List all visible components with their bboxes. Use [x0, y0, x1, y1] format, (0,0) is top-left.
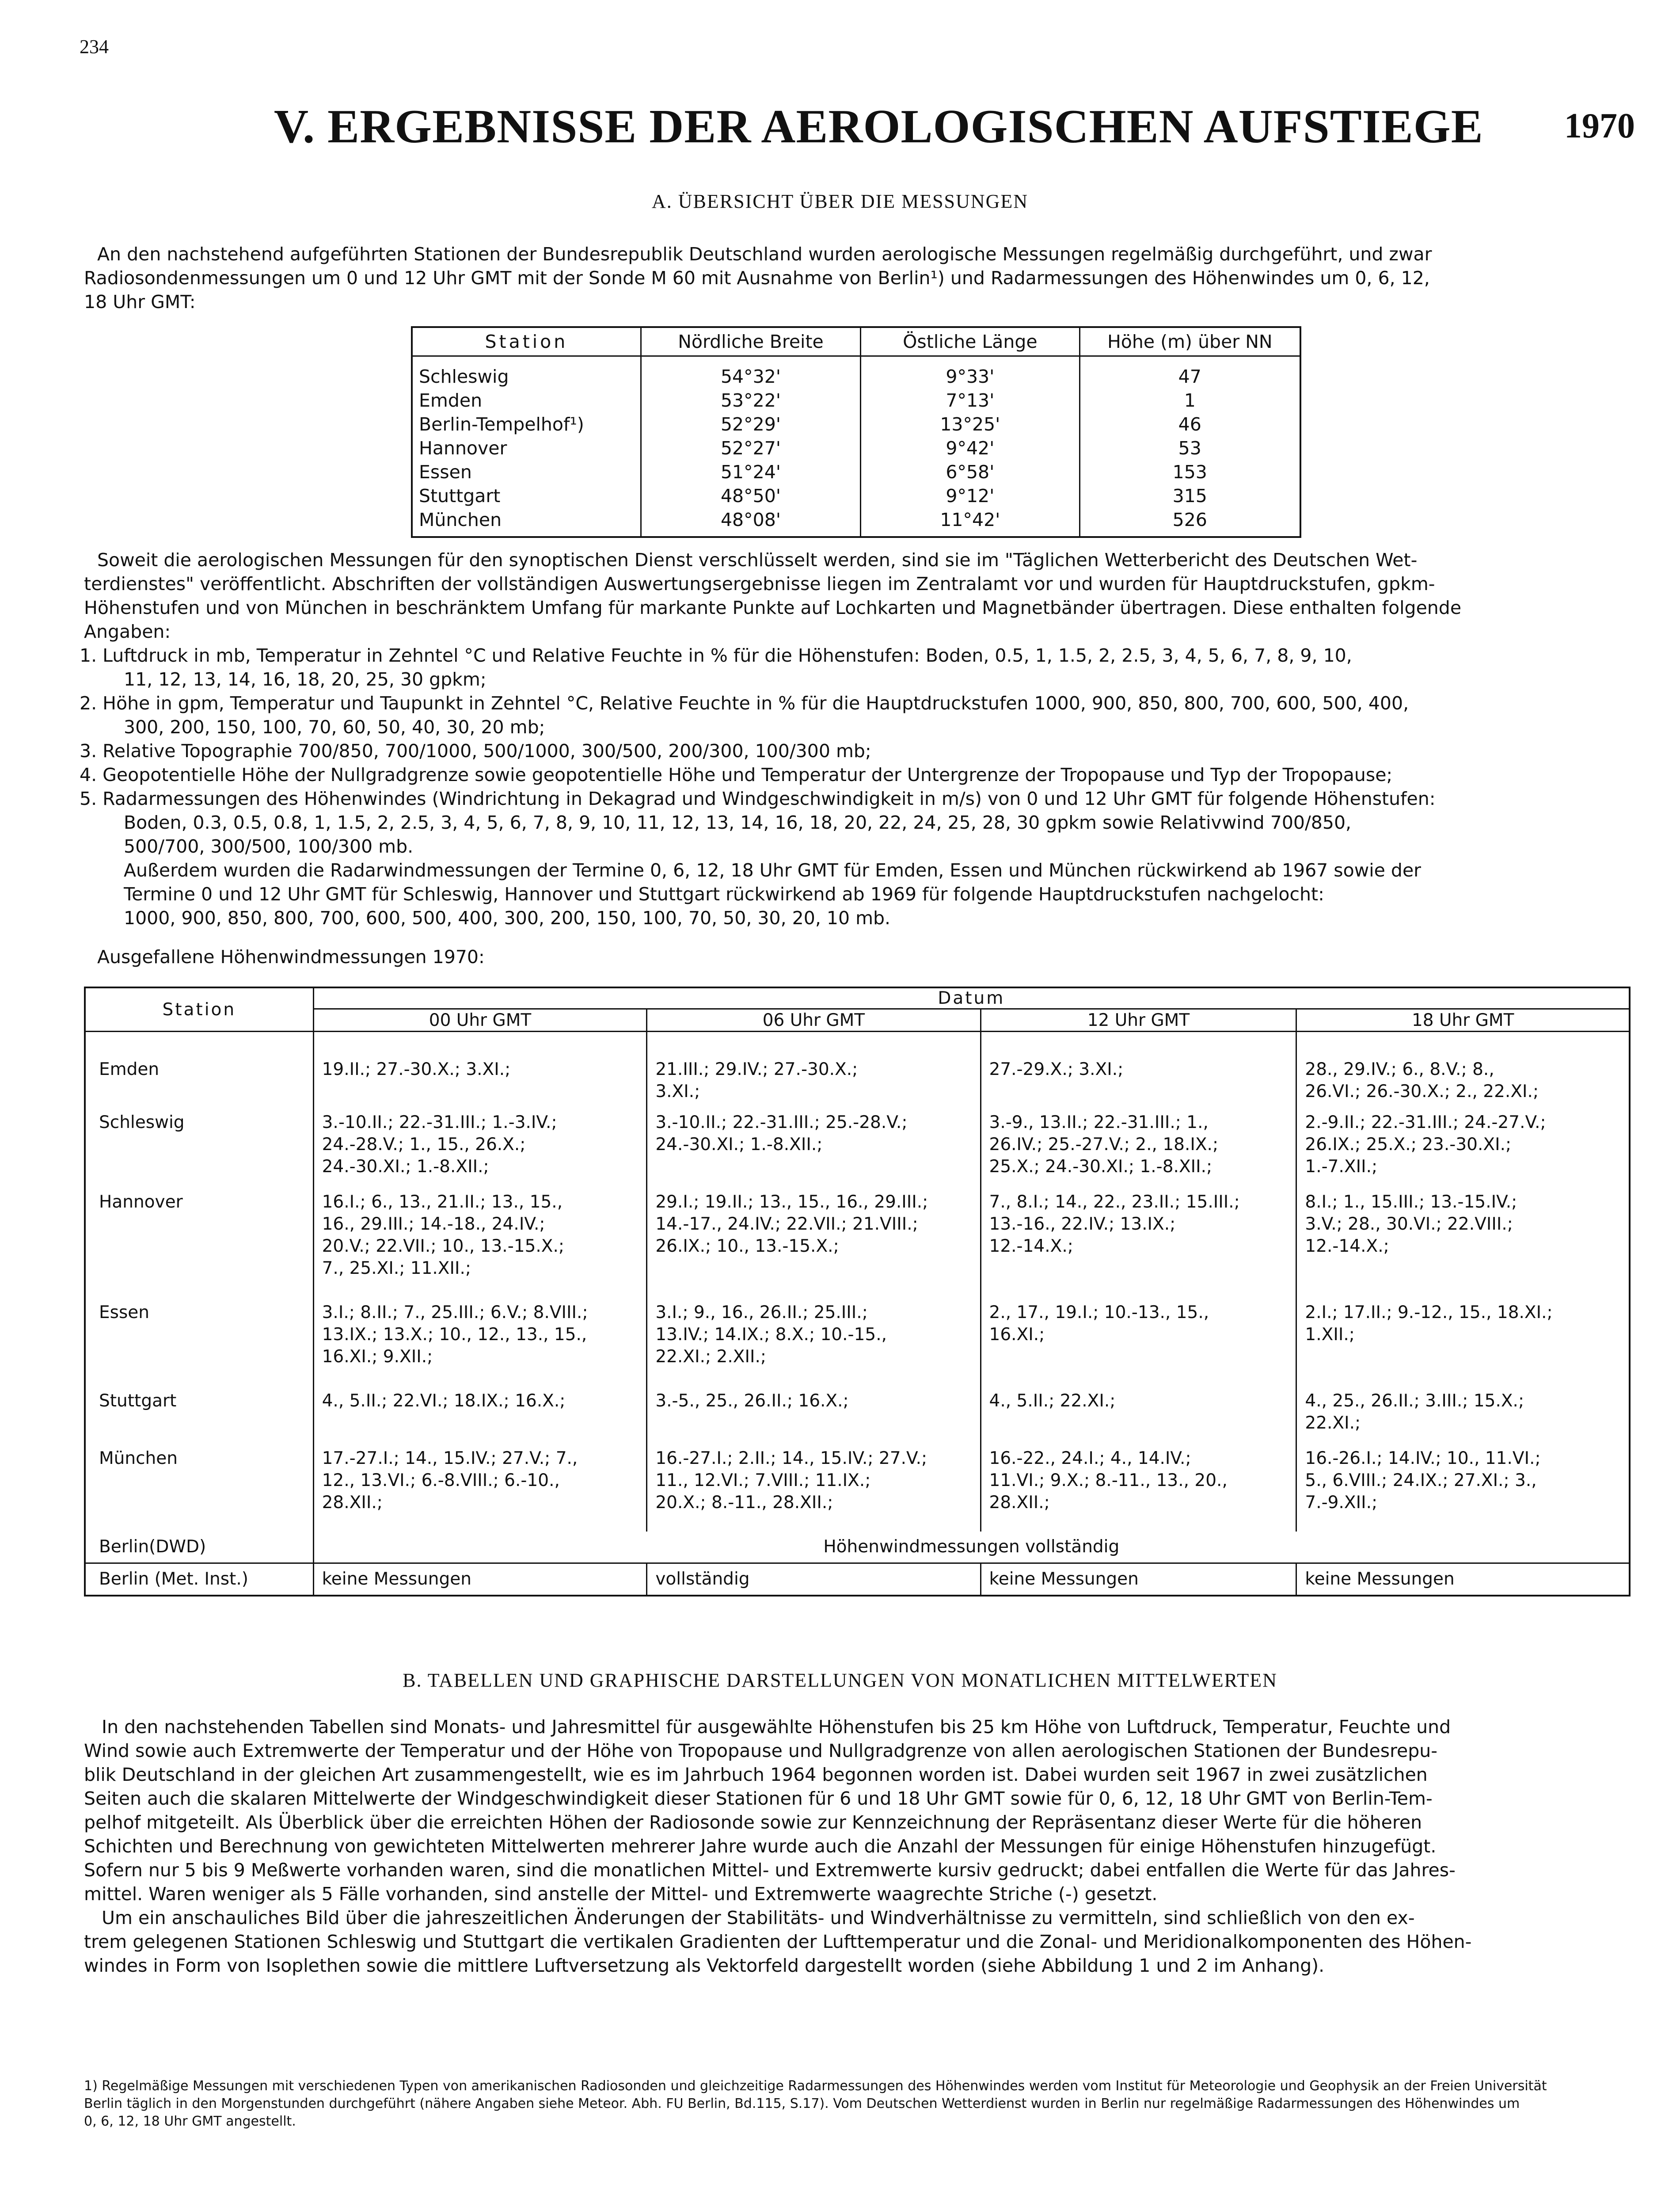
para3-line: Wind sowie auch Extremwerte der Temperatur und der Höhe von Tropopause und Nullgradgrenze von allen aerologischen Stationen der Bundesrepu- — [84, 1740, 1438, 1761]
para3-line: Seiten auch die skalaren Mittelwerte der Windgeschwindigkeit dieser Stationen für 6 und 18 Uhr GMT sowie für 0, 6, 12, 18 Uhr GMT von Berlin-Tem- — [84, 1788, 1433, 1809]
station-latitude: 52°29' — [641, 412, 861, 436]
outage-cell — [1296, 1386, 1630, 1443]
outage-date-line: 13.-16., 22.IV.; 13.IX.; — [989, 1214, 1176, 1234]
outage-date-line: 7., 8.I.; 14., 22., 23.II.; 15.III.; — [989, 1192, 1240, 1212]
outage-date-line: 24.-30.XI.; 1.-8.XII.; — [322, 1157, 489, 1177]
station-elevation: 53 — [1079, 436, 1300, 460]
outage-caption: Ausgefallene Höhenwindmessungen 1970: — [97, 946, 485, 968]
list-line: 3. Relative Topographie 700/850, 700/1000, 500/1000, 300/500, 200/300, 100/300 mb; — [80, 740, 871, 762]
station-longitude: 9°42' — [861, 436, 1079, 460]
outage-cell: vollständig — [647, 1563, 981, 1596]
outage-cell — [1296, 1032, 1630, 1108]
outage-date-line: 28.XII.; — [322, 1493, 383, 1513]
outage-cell: keine Messungen — [981, 1563, 1296, 1596]
outage-header-station: Station — [85, 987, 313, 1032]
outage-header-00: 00 Uhr GMT — [313, 1009, 647, 1032]
outage-date-line: 3.I.; 9., 16., 26.II.; 25.III.; — [655, 1303, 868, 1322]
para3-line: Schichten und Berechnung von gewichteten Mittelwerten mehrerer Jahre wurde auch die Anzahl der Messungen für einige Höhenstufen hinzugefügt. — [84, 1836, 1437, 1857]
section-a-heading: A. ÜBERSICHT ÜBER DIE MESSUNGEN — [651, 191, 1029, 212]
page-number: 234 — [80, 36, 109, 57]
station-longitude: 13°25' — [861, 412, 1079, 436]
outage-date-line: 2., 17., 19.I.; 10.-13., 15., — [989, 1303, 1209, 1322]
outage-date-line: 11., 12.VI.; 7.VIII.; 11.IX.; — [655, 1471, 871, 1490]
outage-cell — [1296, 1297, 1630, 1386]
outage-date-line: 19.II.; 27.-30.X.; 3.XI.; — [322, 1059, 511, 1079]
outage-row-berlin-met — [85, 1563, 1630, 1596]
outage-row — [85, 1297, 1630, 1386]
outage-row — [85, 1107, 1630, 1187]
section-b-heading: B. TABELLEN UND GRAPHISCHE DARSTELLUNGEN VON MONATLICHEN MITTELWERTEN — [403, 1669, 1277, 1691]
outage-cell — [981, 1386, 1296, 1443]
station-name: Berlin-Tempelhof¹) — [412, 412, 641, 436]
outage-cell: keine Messungen — [313, 1563, 647, 1596]
outage-date-line: 25.X.; 24.-30.XI.; 1.-8.XII.; — [989, 1157, 1212, 1177]
station-latitude: 52°27' — [641, 436, 861, 460]
outage-row — [85, 1443, 1630, 1532]
outage-date-line: 16.-26.I.; 14.IV.; 10., 11.VI.; — [1305, 1448, 1541, 1468]
station-name: Stuttgart — [412, 484, 641, 508]
outage-cell — [313, 1107, 647, 1187]
station-latitude: 54°32' — [641, 356, 861, 389]
list-line: 5. Radarmessungen des Höhenwindes (Windrichtung in Dekagrad und Windgeschwindigkeit in m/s) von 0 und 12 Uhr GMT für folgende Höhenstufen: — [80, 788, 1436, 809]
outage-station-name: Berlin (Met. Inst.) — [85, 1563, 313, 1596]
intro-line: 18 Uhr GMT: — [84, 291, 196, 312]
outage-cell — [647, 1386, 981, 1443]
list-line: Termine 0 und 12 Uhr GMT für Schleswig, Hannover und Stuttgart rückwirkend ab 1969 für folgende Hauptdruckstufen nachgelocht: — [124, 884, 1324, 905]
intro-paragraph — [84, 242, 1635, 314]
outage-station-name: Essen — [85, 1297, 313, 1386]
paragraph-2 — [84, 548, 1635, 644]
station-longitude: 11°42' — [861, 508, 1079, 537]
stations-header-longitude: Östliche Länge — [861, 327, 1079, 356]
stations-row — [412, 436, 1300, 460]
station-latitude: 48°50' — [641, 484, 861, 508]
outage-date-line: 1.-7.XII.; — [1305, 1157, 1378, 1177]
outage-cell — [313, 1443, 647, 1532]
outage-date-line: 2.I.; 17.II.; 9.-12., 15., 18.XI.; — [1305, 1303, 1553, 1322]
list-line: 1. Luftdruck in mb, Temperatur in Zehntel °C und Relative Feuchte in % für die Höhenstufen: Boden, 0.5, 1, 1.5, 2, 2.5, 3, 4, 5, 6, 7, 8, 9, 10, — [80, 645, 1352, 666]
outage-berlin-dwd-note: Höhenwindmessungen vollständig — [313, 1532, 1630, 1563]
station-elevation: 153 — [1079, 460, 1300, 484]
outage-date-line: 1.XII.; — [1305, 1325, 1355, 1345]
list-line: Boden, 0.3, 0.5, 0.8, 1, 1.5, 2, 2.5, 3, 4, 5, 6, 7, 8, 9, 10, 11, 12, 13, 14, 16, 18, 20, 22, 24, 25, 28, 30 gpkm sowie Relativwind 700/850, — [124, 812, 1352, 833]
outage-date-line: 22.XI.; — [1305, 1413, 1361, 1433]
para4-line: Um ein anschauliches Bild über die jahreszeitlichen Änderungen der Stabilitäts- und Windverhältnisse zu vermitteln, sind schließlich von den ex- — [102, 1907, 1415, 1928]
para2-line: Soweit die aerologischen Messungen für den synoptischen Dienst verschlüsselt werden, sind sie im "Täglichen Wetterbericht des Deutschen Wet- — [97, 549, 1418, 571]
para2-line: terdienstes" veröffentlicht. Abschriften der vollständigen Auswertungsergebnisse liegen im Zentralamt vor und wurden für Hauptdruckstufen, gpkm- — [84, 573, 1435, 594]
outage-date-line: 8.I.; 1., 15.III.; 13.-15.IV.; — [1305, 1192, 1517, 1212]
outage-date-line: 3.-9., 13.II.; 22.-31.III.; 1., — [989, 1113, 1209, 1132]
footnote-line: 0, 6, 12, 18 Uhr GMT angestellt. — [84, 2114, 296, 2129]
list-line: 500/700, 300/500, 100/300 mb. — [124, 836, 414, 857]
outage-date-line: 5., 6.VIII.; 24.IX.; 27.XI.; 3., — [1305, 1471, 1537, 1490]
outage-date-line: 26.IX.; 25.X.; 23.-30.XI.; — [1305, 1135, 1512, 1155]
outage-station-name: Schleswig — [85, 1107, 313, 1187]
outage-cell: keine Messungen — [1296, 1563, 1630, 1596]
outage-date-line: 12., 13.VI.; 6.-8.VIII.; 6.-10., — [322, 1471, 560, 1490]
year-label: 1970 — [1564, 107, 1635, 145]
outage-station-name: München — [85, 1443, 313, 1532]
outage-date-line: 3.XI.; — [655, 1082, 700, 1101]
outage-date-line: 14.-17., 24.IV.; 22.VII.; 21.VIII.; — [655, 1214, 918, 1234]
outage-row — [85, 1032, 1630, 1108]
outage-row — [85, 1386, 1630, 1443]
station-name: Essen — [412, 460, 641, 484]
station-elevation: 315 — [1079, 484, 1300, 508]
para3-line: In den nachstehenden Tabellen sind Monats- und Jahresmittel für ausgewählte Höhenstufen bis 25 km Höhe von Luftdruck, Temperatur, Feuchte und — [102, 1716, 1451, 1738]
outage-cell — [647, 1443, 981, 1532]
outage-date-line: 4., 5.II.; 22.XI.; — [989, 1391, 1116, 1411]
outage-cell — [981, 1187, 1296, 1297]
outage-date-line: 20.X.; 8.-11., 28.XII.; — [655, 1493, 833, 1513]
outage-date-line: 13.IV.; 14.IX.; 8.X.; 10.-15., — [655, 1325, 887, 1345]
para3-line: mittel. Waren weniger als 5 Fälle vorhanden, sind anstelle der Mittel- und Extremwerte waagrechte Striche (-) gesetzt. — [84, 1883, 1158, 1905]
outage-date-line: 7., 25.XI.; 11.XII.; — [322, 1258, 471, 1278]
outage-cell — [647, 1107, 981, 1187]
stations-row — [412, 484, 1300, 508]
outage-date-line: 4., 5.II.; 22.VI.; 18.IX.; 16.X.; — [322, 1391, 566, 1411]
outage-date-line: 16.-27.I.; 2.II.; 14., 15.IV.; 27.V.; — [655, 1448, 927, 1468]
list-line: 1000, 900, 850, 800, 700, 600, 500, 400, 300, 200, 150, 100, 70, 50, 30, 20, 10 mb. — [124, 907, 891, 929]
outage-date-line: 12.-14.X.; — [1305, 1236, 1389, 1256]
stations-row — [412, 412, 1300, 436]
outage-cell — [981, 1107, 1296, 1187]
station-name: Schleswig — [412, 356, 641, 389]
outage-header-12: 12 Uhr GMT — [981, 1009, 1296, 1032]
station-longitude: 7°13' — [861, 389, 1079, 412]
station-longitude: 9°33' — [861, 356, 1079, 389]
intro-line: An den nachstehend aufgeführten Stationen der Bundesrepublik Deutschland wurden aerologische Messungen regelmäßig durchgeführt, und zwar — [97, 244, 1432, 265]
station-elevation: 1 — [1079, 389, 1300, 412]
outage-header-18: 18 Uhr GMT — [1296, 1009, 1630, 1032]
outage-station-name: Emden — [85, 1032, 313, 1108]
outage-cell — [313, 1032, 647, 1108]
footnote-line: 1) Regelmäßige Messungen mit verschiedenen Typen von amerikanischen Radiosonden und gleichzeitige Radarmessungen des Höhenwindes werden vom Institut für Meteorologie und Geophysik an der Freien Universität — [84, 2078, 1547, 2094]
station-latitude: 48°08' — [641, 508, 861, 537]
stations-row — [412, 508, 1300, 537]
page-title: V. ERGEBNISSE DER AEROLOGISCHEN AUFSTIEGE — [274, 100, 1483, 153]
outage-cell — [1296, 1443, 1630, 1532]
outage-date-line: 16.-22., 24.I.; 4., 14.IV.; — [989, 1448, 1191, 1468]
outage-date-line: 13.IX.; 13.X.; 10., 12., 13., 15., — [322, 1325, 587, 1345]
intro-line: Radiosondenmessungen um 0 und 12 Uhr GMT mit der Sonde M 60 mit Ausnahme von Berlin¹) und Radarmessungen des Höhenwindes um 0, 6, 12, — [84, 267, 1430, 289]
station-longitude: 9°12' — [861, 484, 1079, 508]
outage-station-name: Berlin(DWD) — [85, 1532, 313, 1563]
stations-header-station: Station — [412, 327, 641, 356]
paragraph-3 — [84, 1715, 1635, 1978]
para3-line: blik Deutschland in der gleichen Art zusammengestellt, wie es im Jahrbuch 1964 begonnen worden ist. Dabei wurden seit 1967 in zwei zusätzlichen — [84, 1764, 1428, 1785]
outage-date-line: 29.I.; 19.II.; 13., 15., 16., 29.III.; — [655, 1192, 928, 1212]
stations-row — [412, 389, 1300, 412]
outage-cell — [313, 1187, 647, 1297]
para4-line: trem gelegenen Stationen Schleswig und Stuttgart die vertikalen Gradienten der Lufttemperatur und die Zonal- und Meridionalkomponenten des Höhen- — [84, 1931, 1472, 1952]
outage-row-berlin-dwd — [85, 1532, 1630, 1563]
outage-date-line: 4., 25., 26.II.; 3.III.; 15.X.; — [1305, 1391, 1524, 1411]
station-latitude: 51°24' — [641, 460, 861, 484]
stations-table — [411, 326, 1301, 538]
list-line: 300, 200, 150, 100, 70, 60, 50, 40, 30, 20 mb; — [124, 716, 545, 738]
station-longitude: 6°58' — [861, 460, 1079, 484]
para3-line: pelhof mitgeteilt. Als Überblick über die erreichten Höhen der Radiosonde sowie zur Kennzeichnung der Repräsentanz dieser Werte für die höheren — [84, 1812, 1422, 1833]
outage-cell — [647, 1187, 981, 1297]
stations-header-elevation: Höhe (m) über NN — [1079, 327, 1300, 356]
outage-date-line: 7.-9.XII.; — [1305, 1493, 1378, 1513]
outage-date-line: 16.XI.; — [989, 1325, 1045, 1345]
outage-date-line: 3.-5., 25., 26.II.; 16.X.; — [655, 1391, 849, 1411]
outage-date-line: 16., 29.III.; 14.-18., 24.IV.; — [322, 1214, 545, 1234]
outage-date-line: 21.III.; 29.IV.; 27.-30.X.; — [655, 1059, 858, 1079]
station-elevation: 46 — [1079, 412, 1300, 436]
station-name: Emden — [412, 389, 641, 412]
stations-row — [412, 460, 1300, 484]
list-line: 4. Geopotentielle Höhe der Nullgradgrenze sowie geopotentielle Höhe und Temperatur der Untergrenze der Tropopause und Typ der Tropopause; — [80, 764, 1393, 785]
para3-line: Sofern nur 5 bis 9 Meßwerte vorhanden waren, sind die monatlichen Mittel- und Extremwerte kursiv gedruckt; dabei entfallen die Werte für das Jahres- — [84, 1859, 1456, 1881]
para4-line: windes in Form von Isoplethen sowie die mittlere Luftversetzung als Vektorfeld dargestellt worden (siehe Abbildung 1 und 2 im Anhang). — [84, 1955, 1325, 1976]
outage-date-line: 2.-9.II.; 22.-31.III.; 24.-27.V.; — [1305, 1113, 1546, 1132]
outage-date-line: 26.VI.; 26.-30.X.; 2., 22.XI.; — [1305, 1082, 1539, 1101]
outage-cell — [313, 1386, 647, 1443]
outage-cell — [981, 1443, 1296, 1532]
outage-cell — [981, 1032, 1296, 1108]
para2-line: Höhenstufen und von München in beschränktem Umfang für markante Punkte auf Lochkarten und Magnetbänder übertragen. Diese enthalten folgende — [84, 597, 1462, 618]
outage-date-line: 26.IX.; 10., 13.-15.X.; — [655, 1236, 839, 1256]
outage-station-name: Stuttgart — [85, 1386, 313, 1443]
outage-cell — [1296, 1107, 1630, 1187]
outage-row — [85, 1187, 1630, 1297]
outage-date-line: 22.XI.; 2.XII.; — [655, 1347, 766, 1367]
footnote-line: Berlin täglich in den Morgenstunden durchgeführt (nähere Angaben siehe Meteor. Abh. FU Berlin, Bd.115, S.17). Vom Deutschen Wetterdienst wurden in Berlin nur regelmäßige Radarmessungen des Höhenwindes um — [84, 2096, 1520, 2111]
outage-cell — [981, 1297, 1296, 1386]
outage-table-body — [85, 1032, 1630, 1596]
outage-table — [84, 987, 1631, 1597]
outage-date-line: 16.XI.; 9.XII.; — [322, 1347, 433, 1367]
outage-header-06: 06 Uhr GMT — [647, 1009, 981, 1032]
station-elevation: 526 — [1079, 508, 1300, 537]
outage-date-line: 26.IV.; 25.-27.V.; 2., 18.IX.; — [989, 1135, 1219, 1155]
outage-station-name: Hannover — [85, 1187, 313, 1297]
outage-date-line: 12.-14.X.; — [989, 1236, 1073, 1256]
para2-line: Angaben: — [84, 621, 171, 642]
footnote — [84, 2077, 1639, 2130]
numbered-list — [80, 644, 1635, 930]
outage-date-line: 28.XII.; — [989, 1493, 1050, 1513]
station-name: München — [412, 508, 641, 537]
outage-date-line: 3.V.; 28., 30.VI.; 22.VIII.; — [1305, 1214, 1513, 1234]
outage-date-line: 20.V.; 22.VII.; 10., 13.-15.X.; — [322, 1236, 565, 1256]
outage-date-line: 24.-30.XI.; 1.-8.XII.; — [655, 1135, 823, 1155]
outage-date-line: 11.VI.; 9.X.; 8.-11., 13., 20., — [989, 1471, 1228, 1490]
station-latitude: 53°22' — [641, 389, 861, 412]
outage-cell — [647, 1032, 981, 1108]
outage-cell — [647, 1297, 981, 1386]
stations-row — [412, 356, 1300, 389]
list-line: 2. Höhe in gpm, Temperatur und Taupunkt in Zehntel °C, Relative Feuchte in % für die Hauptdruckstufen 1000, 900, 850, 800, 700, 600, 500, 400, — [80, 693, 1409, 714]
list-line: 11, 12, 13, 14, 16, 18, 20, 25, 30 gpkm; — [124, 669, 487, 690]
outage-date-line: 24.-28.V.; 1., 15., 26.X.; — [322, 1135, 526, 1155]
stations-table-body — [412, 356, 1300, 537]
outage-date-line: 16.I.; 6., 13., 21.II.; 13., 15., — [322, 1192, 563, 1212]
outage-date-line: 17.-27.I.; 14., 15.IV.; 27.V.; 7., — [322, 1448, 578, 1468]
outage-date-line: 3.-10.II.; 22.-31.III.; 25.-28.V.; — [655, 1113, 908, 1132]
outage-header-datum: Datum — [313, 987, 1630, 1009]
outage-date-line: 28., 29.IV.; 6., 8.V.; 8., — [1305, 1059, 1494, 1079]
outage-date-line: 3.I.; 8.II.; 7., 25.III.; 6.V.; 8.VIII.; — [322, 1303, 588, 1322]
list-line: Außerdem wurden die Radarwindmessungen der Termine 0, 6, 12, 18 Uhr GMT für Emden, Essen und München rückwirkend ab 1967 sowie der — [124, 860, 1422, 881]
station-elevation: 47 — [1079, 356, 1300, 389]
stations-header-latitude: Nördliche Breite — [641, 327, 861, 356]
outage-cell — [1296, 1187, 1630, 1297]
station-name: Hannover — [412, 436, 641, 460]
outage-date-line: 27.-29.X.; 3.XI.; — [989, 1059, 1124, 1079]
outage-cell — [313, 1297, 647, 1386]
outage-date-line: 3.-10.II.; 22.-31.III.; 1.-3.IV.; — [322, 1113, 557, 1132]
